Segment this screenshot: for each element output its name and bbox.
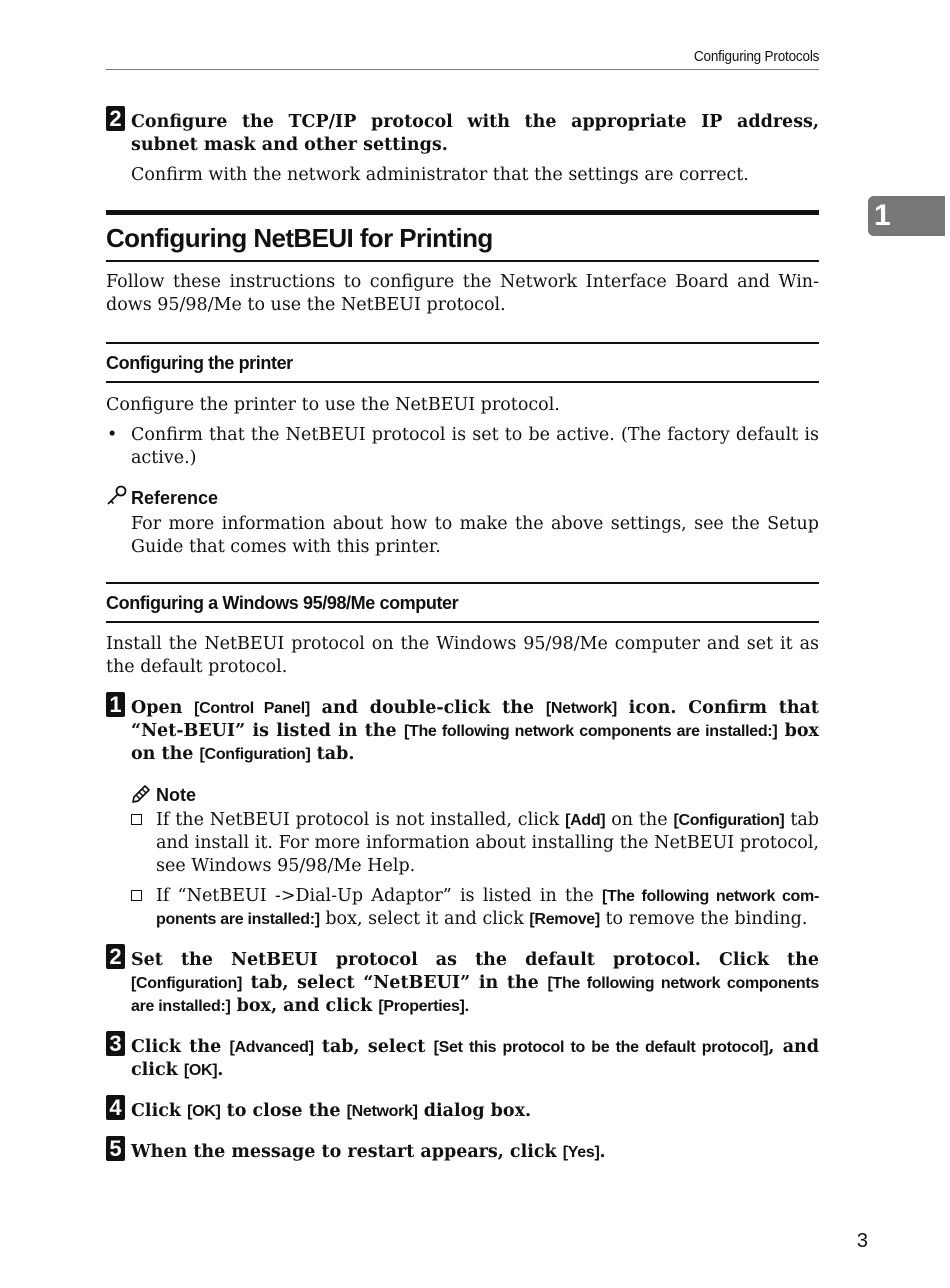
reference-label: Reference: [131, 488, 219, 508]
running-header: Configuring Protocols: [693, 48, 819, 65]
computer-intro: Install the NetBEUI protocol on the Windows 95/98/Me computer and set it as the default protocol.: [106, 634, 819, 677]
step-text-run: When the message to restart appears, click: [131, 1142, 563, 1162]
step-text-run: box, and click: [230, 996, 379, 1016]
step-2-instruction: [131, 949, 819, 1018]
step-3-instruction: [131, 1036, 819, 1082]
step-detail: Confirm with the network administrator that the settings are correct.: [131, 165, 749, 185]
bullet-icon: •: [107, 425, 118, 445]
step-1-instruction: [131, 697, 819, 766]
header-rule: [106, 69, 819, 70]
ui-term-components-part1: [The following network com-: [602, 888, 819, 905]
ui-term-configuration: [Configuration]: [131, 975, 243, 992]
step-5-instruction: [131, 1141, 819, 1164]
step-instruction: Configure the TCP/IP protocol with the appropriate IP address, subnet mask and other settings.: [131, 112, 819, 155]
step-text-run: Open: [131, 698, 195, 718]
checkbox-bullet-icon: [131, 890, 142, 901]
section-title: Configuring NetBEUI for Printing: [106, 223, 493, 253]
page-number: 3: [856, 1230, 868, 1252]
ui-term-set-default: [Set this protocol to be the default protocol]: [433, 1039, 769, 1056]
ui-term-components: [The following network components are installed:]: [403, 723, 778, 740]
step-text-run: tab.: [310, 744, 355, 764]
ui-term-components-part2: ponents are installed:]: [156, 911, 320, 928]
subsection-title-printer: Configuring the printer: [106, 353, 293, 373]
step-number: 1: [106, 692, 125, 717]
step-number: 4: [106, 1095, 125, 1120]
step-text-run: Click: [131, 1101, 188, 1121]
step-text-run: and double-click the: [309, 698, 546, 718]
step-text-run: tab, select “NetBEUI” in the: [242, 973, 548, 993]
section-intro: Follow these instructions to configure the Network Interface Board and Win-dows 95/98/Me to use the NetBEUI protocol.: [106, 272, 819, 315]
note-item-1: [156, 809, 819, 878]
printer-bullet: Confirm that the NetBEUI protocol is set to be active. (The factory default is active.): [131, 425, 819, 468]
note-text-run: to remove the binding.: [599, 909, 808, 929]
step-text-run: tab, select: [313, 1037, 434, 1057]
reference-key-icon: [106, 484, 128, 506]
note-text-run: If the NetBEUI protocol is not installed, click: [156, 810, 566, 830]
step-text-run: box on the: [131, 721, 819, 764]
note-text-run: tab and install it. For more information about installing the NetBEUI protocol, see Windows 95/98/Me Help.: [156, 810, 820, 876]
ui-term-configuration: [Configuration]: [199, 746, 311, 763]
step-text-run: Click the: [131, 1037, 230, 1057]
subsection-bottom-rule: [106, 381, 819, 383]
checkbox-bullet-icon: [131, 814, 142, 825]
step-number: 3: [106, 1031, 125, 1056]
step-text-run: Set the NetBEUI protocol as the default protocol. Click the: [131, 950, 819, 970]
ui-term-properties: [Properties].: [378, 998, 469, 1015]
ui-term-control-panel: [Control Panel]: [194, 700, 310, 717]
ui-term-advanced: [Advanced]: [229, 1039, 314, 1056]
note-text-run: If “NetBEUI ->Dial-Up Adaptor” is listed in the: [156, 886, 603, 906]
step-text-run: to close the: [220, 1101, 347, 1121]
note-label: Note: [156, 785, 196, 805]
subsection-title-computer: Configuring a Windows 95/98/Me computer: [106, 593, 459, 613]
ui-term-add: [Add]: [565, 812, 606, 829]
note-item-2: [156, 885, 819, 931]
step-number: 2: [106, 106, 125, 131]
note-text-run: on the: [605, 810, 674, 830]
section-rule: [106, 210, 819, 215]
step-text-run: .: [217, 1060, 224, 1080]
ui-term-ok: [OK]: [187, 1103, 221, 1120]
step-text-run: .: [599, 1142, 606, 1162]
step-number: 5: [106, 1136, 125, 1161]
step-number: 2: [106, 944, 125, 969]
ui-term-remove: [Remove]: [529, 911, 600, 928]
ui-term-yes: [Yes]: [562, 1144, 600, 1161]
reference-text: For more information about how to make the above settings, see the Setup Guide that comes with this printer.: [131, 514, 819, 557]
step-text-run: icon. Confirm that “Net-BEUI” is listed in the: [131, 698, 819, 741]
note-pencil-icon: [131, 781, 153, 803]
step-text-run: dialog box.: [417, 1101, 532, 1121]
step-text-run: , and click: [131, 1037, 819, 1080]
note-text-run: box, select it and click: [319, 909, 530, 929]
subsection-top-rule: [106, 342, 819, 344]
subsection-top-rule: [106, 582, 819, 584]
chapter-tab: 1: [868, 196, 945, 236]
ui-term-configuration: [Configuration]: [673, 812, 785, 829]
section-underline: [106, 260, 819, 262]
step-4-instruction: [131, 1100, 819, 1123]
ui-term-ok: [OK]: [183, 1062, 218, 1079]
printer-intro: Configure the printer to use the NetBEUI protocol.: [106, 395, 560, 415]
ui-term-components: [The following network components are installed:]: [131, 975, 819, 1015]
ui-term-network: [Network]: [545, 700, 617, 717]
subsection-bottom-rule: [106, 621, 819, 623]
ui-term-network: [Network]: [346, 1103, 418, 1120]
